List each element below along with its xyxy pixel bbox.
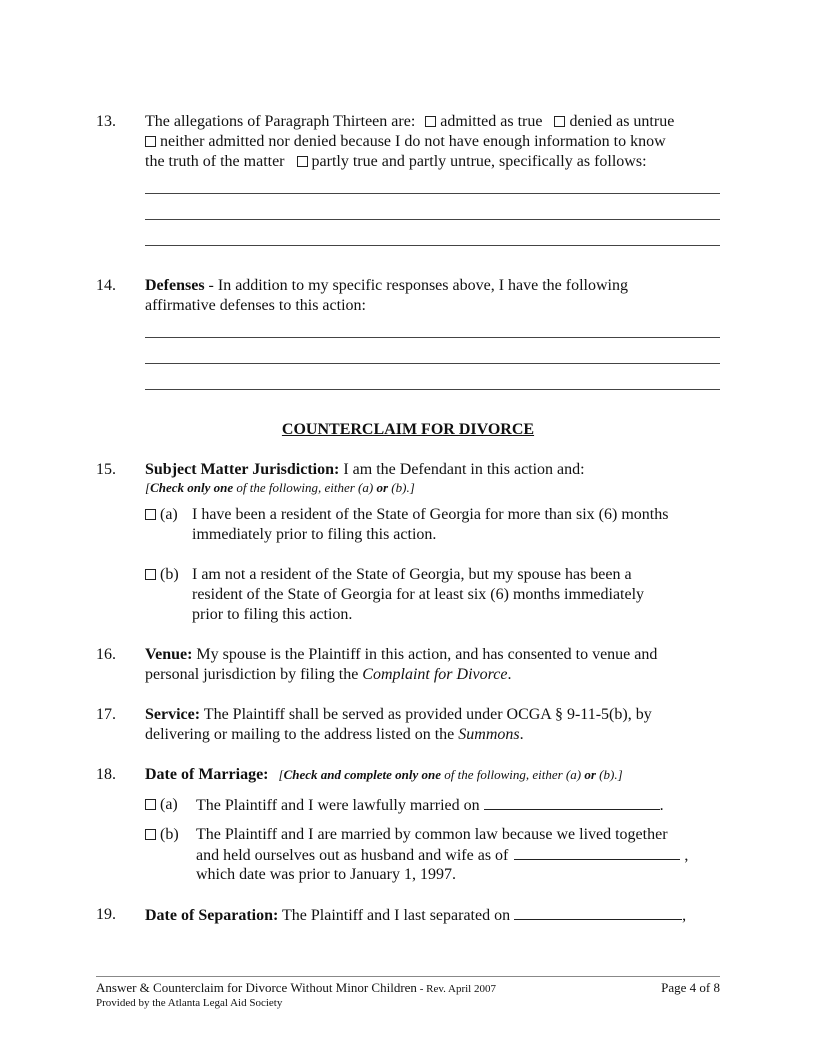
note-bracket: [: [145, 480, 151, 495]
p14-text1: - In addition to my specific responses above, I have the following: [204, 277, 628, 294]
p14-answer-line-3[interactable]: [145, 389, 720, 390]
p17-text1: The Plaintiff shall be served as provided under OCGA § 9-11-5(b), by: [200, 706, 652, 723]
p17-line2: [145, 725, 524, 745]
p16-text1: My spouse is the Plaintiff in this action, and has consented to venue and: [192, 646, 658, 663]
p15-a-line2: immediately prior to filing this action.: [192, 526, 437, 543]
item-number-16: 16.: [96, 646, 116, 663]
p18-b-line1: The Plaintiff and I are married by common law because we lived together: [196, 826, 668, 843]
p16-doc-title: Complaint for Divorce: [362, 666, 508, 683]
item-number-13: 13.: [96, 113, 116, 130]
p13-line3-text: the truth of the matter: [145, 153, 285, 170]
note-end: (b).]: [388, 480, 415, 495]
item-number-19: 19.: [96, 906, 116, 923]
p16-text2: personal jurisdiction by filing the: [145, 666, 363, 683]
p16-line1: [145, 645, 657, 665]
p17-label: Service:: [145, 706, 201, 723]
footer-revision: - Rev. April 2007: [416, 983, 496, 995]
p13-intro: The allegations of Paragraph Thirteen are:: [145, 113, 416, 130]
p18-option-a: [145, 795, 178, 815]
p18-option-b: [145, 825, 179, 845]
p18-b-text2: and held ourselves out as husband and wife as of: [196, 847, 509, 864]
checkbox-15b[interactable]: [145, 569, 156, 580]
p17-text2: delivering or mailing to the address listed on the: [145, 726, 459, 743]
p17-doc-title: Summons: [458, 726, 520, 743]
p13-answer-line-3[interactable]: [145, 245, 720, 246]
p18-b-line3: which date was prior to January 1, 1997.: [196, 866, 456, 883]
label-neither: neither admitted nor denied because I do not have enough information to know: [160, 133, 666, 150]
p13-answer-line-1[interactable]: [145, 193, 720, 194]
checkbox-neither[interactable]: [145, 136, 156, 147]
common-law-date-field[interactable]: [514, 845, 680, 860]
option-b-tag: (b): [160, 566, 179, 583]
item-number-18: 18.: [96, 766, 116, 783]
footer-doc-title: Answer & Counterclaim for Divorce Without Minor Children: [96, 980, 417, 995]
checkbox-admitted[interactable]: [425, 116, 436, 127]
footer-page-number: Page 4 of 8: [661, 980, 720, 995]
p18-line1: [145, 765, 623, 785]
label-admitted: admitted as true: [440, 113, 543, 130]
note-text: of the following, either (a): [441, 767, 585, 782]
p14-line1: [145, 276, 628, 296]
p16-period: .: [507, 666, 512, 683]
section-heading: COUNTERCLAIM FOR DIVORCE: [281, 421, 535, 438]
p19-label: Date of Separation:: [145, 907, 279, 924]
p18-b-line2: [196, 845, 688, 866]
p15-b-line3: prior to filing this action.: [192, 606, 353, 623]
p18-a-text: The Plaintiff and I were lawfully married on: [196, 797, 480, 814]
p19-comma: ,: [682, 907, 687, 924]
p15-b-line1: I am not a resident of the State of Georgia, but my spouse has been a: [192, 566, 632, 583]
marriage-date-field[interactable]: [484, 795, 660, 810]
note-or: or: [584, 767, 596, 782]
item-number-14: 14.: [96, 277, 116, 294]
p18-a-period: .: [659, 797, 664, 814]
p13-line2: [145, 132, 666, 152]
footer-title: [96, 980, 496, 996]
footer-provider: Provided by the Atlanta Legal Aid Society: [96, 997, 283, 1009]
p13-line3: [145, 152, 647, 172]
note-emphasis: Check only one: [150, 480, 234, 495]
p13-answer-line-2[interactable]: [145, 219, 720, 220]
checkbox-18b[interactable]: [145, 829, 156, 840]
p18-instruction: [279, 767, 623, 782]
checkbox-15a[interactable]: [145, 509, 156, 520]
p14-answer-line-2[interactable]: [145, 363, 720, 364]
footer-divider: [96, 976, 720, 977]
p14-answer-line-1[interactable]: [145, 337, 720, 338]
p15-instruction: [145, 478, 415, 498]
p16-label: Venue:: [145, 646, 193, 663]
p19-line1: [145, 905, 686, 926]
p19-text: The Plaintiff and I last separated on: [278, 907, 511, 924]
p15-b-line2: resident of the State of Georgia for at least six (6) months immediately: [192, 586, 645, 603]
p15-option-a: [145, 505, 178, 525]
option-a-tag: (a): [160, 506, 178, 523]
item-number-15: 15.: [96, 461, 116, 478]
label-partly: partly true and partly untrue, specifically as follows:: [311, 153, 647, 170]
p15-option-b: [145, 565, 179, 585]
p16-line2: [145, 665, 511, 685]
note-emphasis: Check and complete only one: [283, 767, 441, 782]
checkbox-denied[interactable]: [554, 116, 565, 127]
p15-label: Subject Matter Jurisdiction:: [145, 461, 340, 478]
note-bracket: [: [278, 767, 284, 782]
option-a-tag: (a): [160, 796, 178, 813]
p15-line1: [145, 460, 585, 480]
separation-date-field[interactable]: [514, 905, 682, 920]
p15-a-line1: I have been a resident of the State of Georgia for more than six (6) months: [192, 506, 669, 523]
checkbox-partly[interactable]: [297, 156, 308, 167]
note-text: of the following, either (a): [233, 480, 377, 495]
p15-text: I am the Defendant in this action and:: [339, 461, 585, 478]
p17-line1: [145, 705, 652, 725]
p18-a-line: [196, 795, 664, 816]
p18-label: Date of Marriage:: [145, 766, 269, 783]
checkbox-18a[interactable]: [145, 799, 156, 810]
p13-line1: [145, 112, 674, 132]
p17-period: .: [519, 726, 524, 743]
item-number-17: 17.: [96, 706, 116, 723]
label-denied: denied as untrue: [569, 113, 675, 130]
note-or: or: [376, 480, 389, 495]
p18-b-comma: ,: [684, 847, 689, 864]
p14-line2: affirmative defenses to this action:: [145, 297, 366, 314]
option-b-tag: (b): [160, 826, 179, 843]
p14-label: Defenses: [145, 277, 205, 294]
note-end: (b).]: [595, 767, 623, 782]
